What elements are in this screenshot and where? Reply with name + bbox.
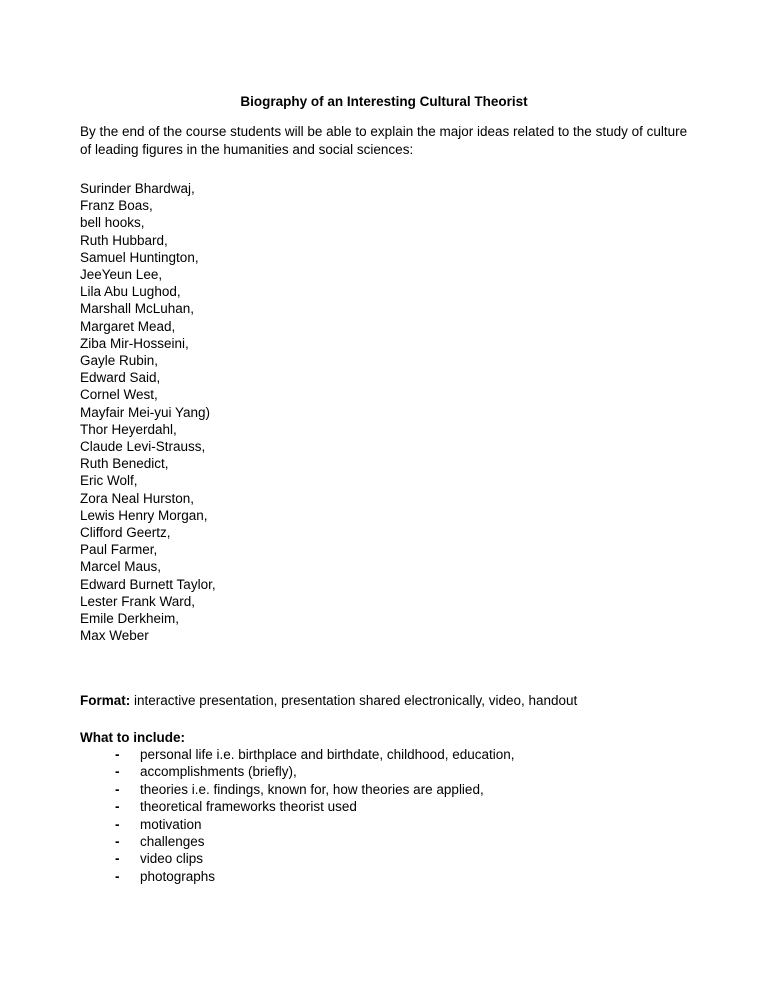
bullet-dash: - <box>115 799 120 815</box>
include-item-text: theories i.e. findings, known for, how theories are applied, <box>140 781 484 797</box>
theorist-name: Ziba Mir-Hosseini, <box>80 335 189 351</box>
theorist-name: JeeYeun Lee, <box>80 267 163 283</box>
bullet-dash: - <box>115 747 120 762</box>
theorist-name: Max Weber <box>80 628 149 644</box>
theorist-name: Lester Frank Ward, <box>80 593 196 609</box>
theorist-name: Zora Neal Hurston, <box>80 490 195 506</box>
include-item-text: challenges <box>140 834 205 850</box>
theorist-name: Margaret Mead, <box>80 318 176 334</box>
document-title: Biography of an Interesting Cultural Theorist <box>240 94 528 109</box>
bullet-dash: - <box>115 764 120 780</box>
include-item-text: personal life i.e. birthplace and birthdate, childhood, education, <box>140 747 515 762</box>
theorist-name: Lewis Henry Morgan, <box>80 507 208 523</box>
include-list <box>80 746 515 885</box>
theorist-name: Surinder Bhardwaj, <box>80 181 195 196</box>
format-line <box>80 692 700 710</box>
theorist-name: Marshall McLuhan, <box>80 301 195 317</box>
include-item-text: motivation <box>140 816 202 832</box>
include-item-text: photographs <box>140 868 216 884</box>
theorist-name: Franz Boas, <box>80 198 153 214</box>
include-item-text: accomplishments (briefly), <box>140 764 297 780</box>
bullet-dash: - <box>115 781 120 797</box>
include-heading: What to include: <box>80 730 185 745</box>
theorist-name: Edward Said, <box>80 370 161 386</box>
theorist-name: bell hooks, <box>80 215 145 231</box>
format-text: interactive presentation, presentation shared electronically, video, handout <box>130 693 578 708</box>
include-item <box>80 763 515 780</box>
theorist-name: Ruth Benedict, <box>80 456 169 472</box>
bullet-dash: - <box>115 868 120 884</box>
theorist-name: Lila Abu Lughod, <box>80 284 181 300</box>
theorist-name: Claude Levi-Strauss, <box>80 439 206 455</box>
include-item <box>80 746 515 763</box>
theorist-list <box>80 180 216 644</box>
bullet-dash: - <box>115 834 120 850</box>
theorist-name: Gayle Rubin, <box>80 353 159 369</box>
bullet-dash: - <box>115 816 120 832</box>
include-item <box>80 781 515 798</box>
include-item <box>80 868 515 885</box>
theorist-name: Emile Derkheim, <box>80 611 180 627</box>
format-label: Format: <box>80 693 131 708</box>
include-item <box>80 816 515 833</box>
theorist-name: Cornel West, <box>80 387 158 403</box>
theorist-name: Edward Burnett Taylor, <box>80 576 216 592</box>
theorist-name: Samuel Huntington, <box>80 249 199 265</box>
include-item <box>80 798 515 815</box>
intro-paragraph: By the end of the course students will be able to explain the major ideas related to the study of culture of leading figures in the humanities and social sciences: <box>80 124 688 157</box>
theorist-name: Ruth Hubbard, <box>80 232 168 248</box>
include-item-text: video clips <box>140 851 204 867</box>
include-item <box>80 850 515 867</box>
theorist-name: Marcel Maus, <box>80 559 162 575</box>
theorist-name: Clifford Geertz, <box>80 525 171 541</box>
theorist-name: Thor Heyerdahl, <box>80 421 177 437</box>
theorist-name: Mayfair Mei-yui Yang) <box>80 404 211 420</box>
bullet-dash: - <box>115 851 120 867</box>
theorist-name: Paul Farmer, <box>80 542 158 558</box>
include-item <box>80 833 515 850</box>
include-item-text: theoretical frameworks theorist used <box>140 799 357 815</box>
theorist-name: Eric Wolf, <box>80 473 138 489</box>
